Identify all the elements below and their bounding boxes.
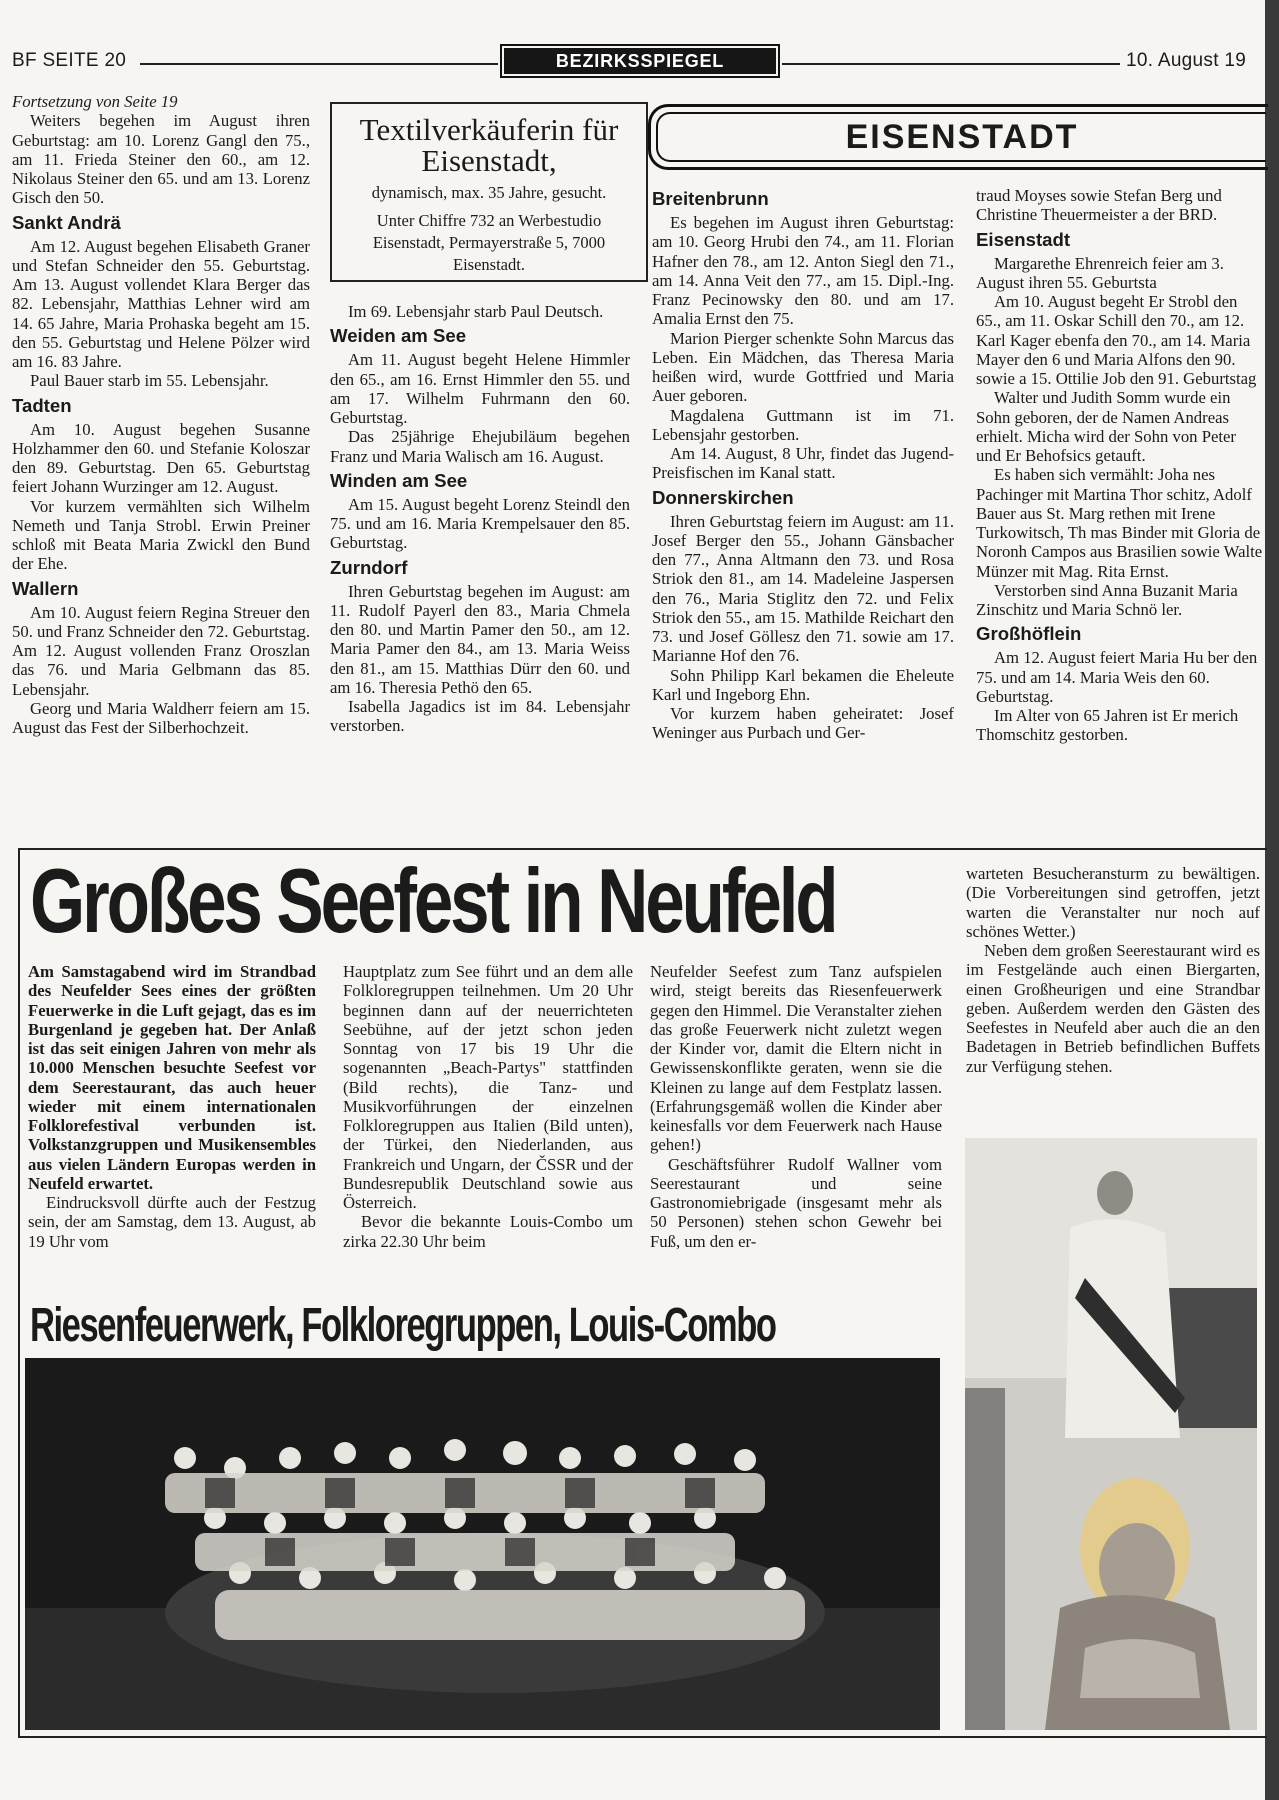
paragraph: Margarethe Ehrenreich feier am 3. August ihren 55. Geburtsta <box>976 253 1224 292</box>
continuation-note: Fortsetzung von Seite 19 <box>12 92 178 111</box>
paragraph: Am 14. August, 8 Uhr, findet das Jugend-Preisfischen im Kanal statt. <box>652 444 954 483</box>
paragraph: traud Moyses sowie Stefan Berg und Christine Theuermeister a der BRD. <box>976 186 1222 225</box>
folklore-group-image <box>25 1358 940 1730</box>
paragraph: Hauptplatz zum See führt und an dem alle Folkloregruppen teilnehmen. Um 20 Uhr beginnen dann auf der neuerrichteten Seebühne, auf der jetzt schon jeden Sonntag von 17 bis 19 Uhr die sogenannten „Beach-Partys" stattfinden (Bild rechts), die Tanz- und Musikvorführungen der einzelnen Folkloregruppen aus Italien (Bild unten), der Türkei, den Niederlanden, aus Frankreich und Ungarn, der ČSSR und der Bundesrepublik Deutschland sowie aus Österreich. <box>343 962 633 1212</box>
section-heading: Sankt Andrä <box>12 211 121 233</box>
job-advertisement <box>330 102 648 282</box>
paragraph: Verstorben sind Anna Buzanit Maria Zinschitz und Maria Schnö ler. <box>976 580 1238 619</box>
beach-party-photo <box>965 1138 1257 1730</box>
paragraph: Isabella Jagadics ist im 84. Lebensjahr verstorben. <box>330 697 630 736</box>
paragraph: Magdalena Guttmann ist im 71. Lebensjahr gestorben. <box>652 405 954 444</box>
column-4 <box>976 186 1264 745</box>
paragraph: Vor kurzem vermählten sich Wilhelm Nemeth und Tanja Strobl. Erwin Preiner schloß mit Beata Maria Zwickl den Bund der Ehe. <box>12 496 310 574</box>
page-header-left: BF SEITE 20 <box>12 50 127 71</box>
section-heading: Tadten <box>12 394 72 416</box>
section-badge-label: BEZIRKSSPIEGEL <box>504 48 776 74</box>
paragraph: Bevor die bekannte Louis-Combo um zirka 22.30 Uhr beim <box>343 1212 633 1251</box>
paragraph: Neben dem großen Seerestaurant wird es im Festgelände auch einen Biergarten, einen Großheurigen und eine Strandbar geben. Außerdem werden den Gästen des Seefestes in Neufeld aber auch die an den Badetagen in Betrieb befindlichen Buffets zur Verfügung stehen. <box>966 941 1260 1076</box>
article-column-1 <box>28 962 316 1251</box>
paragraph: Georg und Maria Waldherr feiern am 15. August das Fest der Silberhochzeit. <box>12 698 310 737</box>
article-column-3 <box>650 962 942 1251</box>
region-banner: EISENSTADT <box>656 112 1266 162</box>
article-subheadline: Riesenfeuerwerk, Folkloregruppen, Louis-Combo <box>30 1299 776 1352</box>
article-lead: Am Samstagabend wird im Strandbad des Neufelder Sees eines der größten Feuerwerke in die Luft gejagt, das es im Burgenland je gegeben hat. Der Anlaß ist das seit einigen Jahren von mehr als 10.000 Menschen besuchte Seefest vor dem Seerestaurant, das auch heuer wieder mit einem internationalen Folklorefestival verbunden ist. Volkstanzgruppen und Musikensembles aus vielen Ländern Europas werden in Neufeld erwartet. <box>28 962 316 1193</box>
section-heading: Zurndorf <box>330 556 408 578</box>
article-column-4 <box>966 864 1260 1076</box>
section-heading: Eisenstadt <box>976 228 1071 250</box>
page-edge-shadow <box>1265 0 1279 1800</box>
section-badge <box>500 44 780 78</box>
paragraph: Am 12. August begehen Elisabeth Graner und Stefan Schneider den 55. Geburtstag. Am 13. August vollendet Klara Berger das 82. Lebensjahr, Matthias Lehner wird am 14. 65 Jahre, Maria Prohaska begeht am 15. den 55. Geburtstag und Helene Pölzer wird am 16. 83 Jahre. <box>12 236 310 371</box>
paragraph: Paul Bauer starb im 55. Lebensjahr. <box>30 371 269 391</box>
column-3 <box>652 184 954 743</box>
paragraph: Ihren Geburtstag feiern im August: am 11. Josef Berger den 55., Johann Gänsbacher den 77., Anna Altmann den 73. und Rosa Striok den 81., am 14. Madeleine Jaspersen den 76., Maria Stiglitz den 72. und Felix Striok den 55., am 15. Mathilde Reichart den 73. und Josef Göllesz den 71. sowie am 17. Marianne Hof den 76. <box>652 511 954 666</box>
section-heading: Winden am See <box>330 469 468 491</box>
header-rule-right <box>782 63 1120 65</box>
section-heading: Wallern <box>12 577 79 599</box>
paragraph: Vor kurzem haben geheiratet: Josef Weninger aus Purbach und Ger- <box>652 704 954 743</box>
ad-line-1: dynamisch, max. 35 Jahre, gesucht. <box>371 183 607 202</box>
section-heading: Großhöflein <box>976 623 1082 645</box>
paragraph: Am 10. August feiern Regina Streuer den 50. und Franz Schneider den 72. Geburtstag. Am 12. August vollenden Franz Oroszlan das 76. und Maria Gelbmann das 85. Lebensjahr. <box>12 602 310 699</box>
column-2 <box>330 302 630 736</box>
article-headline: Großes Seefest in Neufeld <box>30 851 836 952</box>
paragraph: Am 10. August begehen Susanne Holzhammer den 60. und Stefanie Koloszar den 89. Geburtstag. Den 65. Geburtstag feiert Johann Wurzinger am 12. August. <box>12 419 310 497</box>
paragraph: Am 10. August begeht Er Strobl den 65., am 11. Oskar Schill den 70., am 12. Karl Kager ebenfa den 70., am 14. Maria Mayer den 6 und Maria Alfons den 90. sowie a 15. Ottilie Job den 91. Geburtstag <box>976 292 1257 388</box>
paragraph: Am 11. August begeht Helene Himmler den 65., am 16. Ernst Himmler den 55. und am 17. Wilhelm Fuhrmann den 60. Geburtstag. <box>330 350 630 427</box>
paragraph: Im Alter von 65 Jahren ist Er merich Thomschitz gestorben. <box>976 706 1239 745</box>
paragraph: Eindrucksvoll dürfte auch der Festzug sein, der am Samstag, dem 13. August, ab 19 Uhr vom <box>28 1193 316 1251</box>
paragraph: Walter und Judith Somm wurde ein Sohn geboren, der de Namen Andreas erhielt. Micha wird der Sohn von Peter und Er Behofsics getauft. <box>976 388 1236 465</box>
paragraph: Sohn Philipp Karl bekamen die Eheleute Karl und Ingeborg Ehn. <box>652 665 954 704</box>
section-heading: Donnerskirchen <box>652 486 794 508</box>
section-heading: Weiden am See <box>330 325 467 347</box>
paragraph: Es haben sich vermählt: Joha nes Pachinger mit Martina Thor schitz, Adolf Bauer aus St. Marg rethen mit Irene Turkowitsch, Th mas Binder mit Gloria de Noronh Campos aus Brasilien sowie Walte Münzer mit Mag. Rita Ernst. <box>976 465 1263 581</box>
section-heading: Breitenbrunn <box>652 188 769 209</box>
ad-title: Textilverkäuferin für Eisenstadt, <box>359 112 619 178</box>
paragraph: Am 12. August feiert Maria Hu ber den 75. und am 14. Maria Weis den 60. Geburtstag. <box>976 648 1258 706</box>
paragraph: Am 15. August begeht Lorenz Steindl den 75. und am 16. Maria Krempelsauer den 85. Geburtstag. <box>330 494 630 553</box>
paragraph: Neufelder Seefest zum Tanz aufspielen wird, steigt bereits das Riesenfeuerwerk gegen den Himmel. Die Veranstalter ziehen das große Feuerwerk nicht zuletzt wegen der Kinder vor, damit die Eltern nicht in Gewissenskonflikte geraten, wenn sie die Kleinen zu lange auf dem Festplatz lassen. (Erfahrungsgemäß wollen die Kinder aber keinesfalls vor dem Feuerwerk nach Hause gehen!) <box>650 962 942 1155</box>
beach-party-image <box>965 1138 1257 1730</box>
page-header-date: 10. August 19 <box>1126 50 1247 71</box>
paragraph: Im 69. Lebensjahr starb Paul Deutsch. <box>348 302 604 321</box>
paragraph: Ihren Geburtstag begehen im August: am 11. Rudolf Payerl den 83., Maria Chmela den 80. und Martin Pamer den 50., am 12. Maria Pamer den 84., am 13. Maria Weiss den 81., am 15. Matthias Dürr den 60. und am 16. Theresia Pethö den 65. <box>330 581 630 697</box>
folklore-group-photo <box>25 1358 940 1730</box>
paragraph: Es begehen im August ihren Geburtstag: am 10. Georg Hrubi den 74., am 11. Florian Hafner den 78., am 12. Anton Siegl den 71., am 14. Anna Veit den 77., am 15. Dipl.-Ing. Franz Pecinowsky den 80. und am 17. Amalia Ernst den 75. <box>652 213 954 329</box>
paragraph: Geschäftsführer Rudolf Wallner vom Seerestaurant und seine Gastronomiebrigade (insgesamt mehr als 50 Personen) stehen schon Gewehr bei Fuß, um den er- <box>650 1154 942 1251</box>
paragraph: warteten Besucheransturm zu bewältigen. (Die Vorbereitungen sind getroffen, jetzt warten die Veranstalter nur noch auf schönes Wetter.) <box>966 864 1260 941</box>
paragraph: Weiters begehen im August ihren Geburtstag: am 10. Lorenz Gangl den 75., am 11. Frieda Steiner den 60., am 12. Nikolaus Steiner den 65. und am 13. Lorenz Gisch den 50. <box>12 111 310 208</box>
column-1 <box>12 92 310 737</box>
header-rule-left <box>140 63 498 65</box>
ad-line-2: Unter Chiffre 732 an Werbestudio Eisenstadt, Permayerstraße 5, 7000 Eisenstadt. <box>372 211 606 274</box>
paragraph: Marion Pierger schenkte Sohn Marcus das Leben. Ein Mädchen, das Theresa Maria heißen wird, wurde Gottfried und Maria Auer geboren. <box>652 328 954 406</box>
article-column-2 <box>343 962 633 1251</box>
paragraph: Das 25jährige Ehejubiläum begehen Franz und Maria Walisch am 16. August. <box>330 427 630 466</box>
